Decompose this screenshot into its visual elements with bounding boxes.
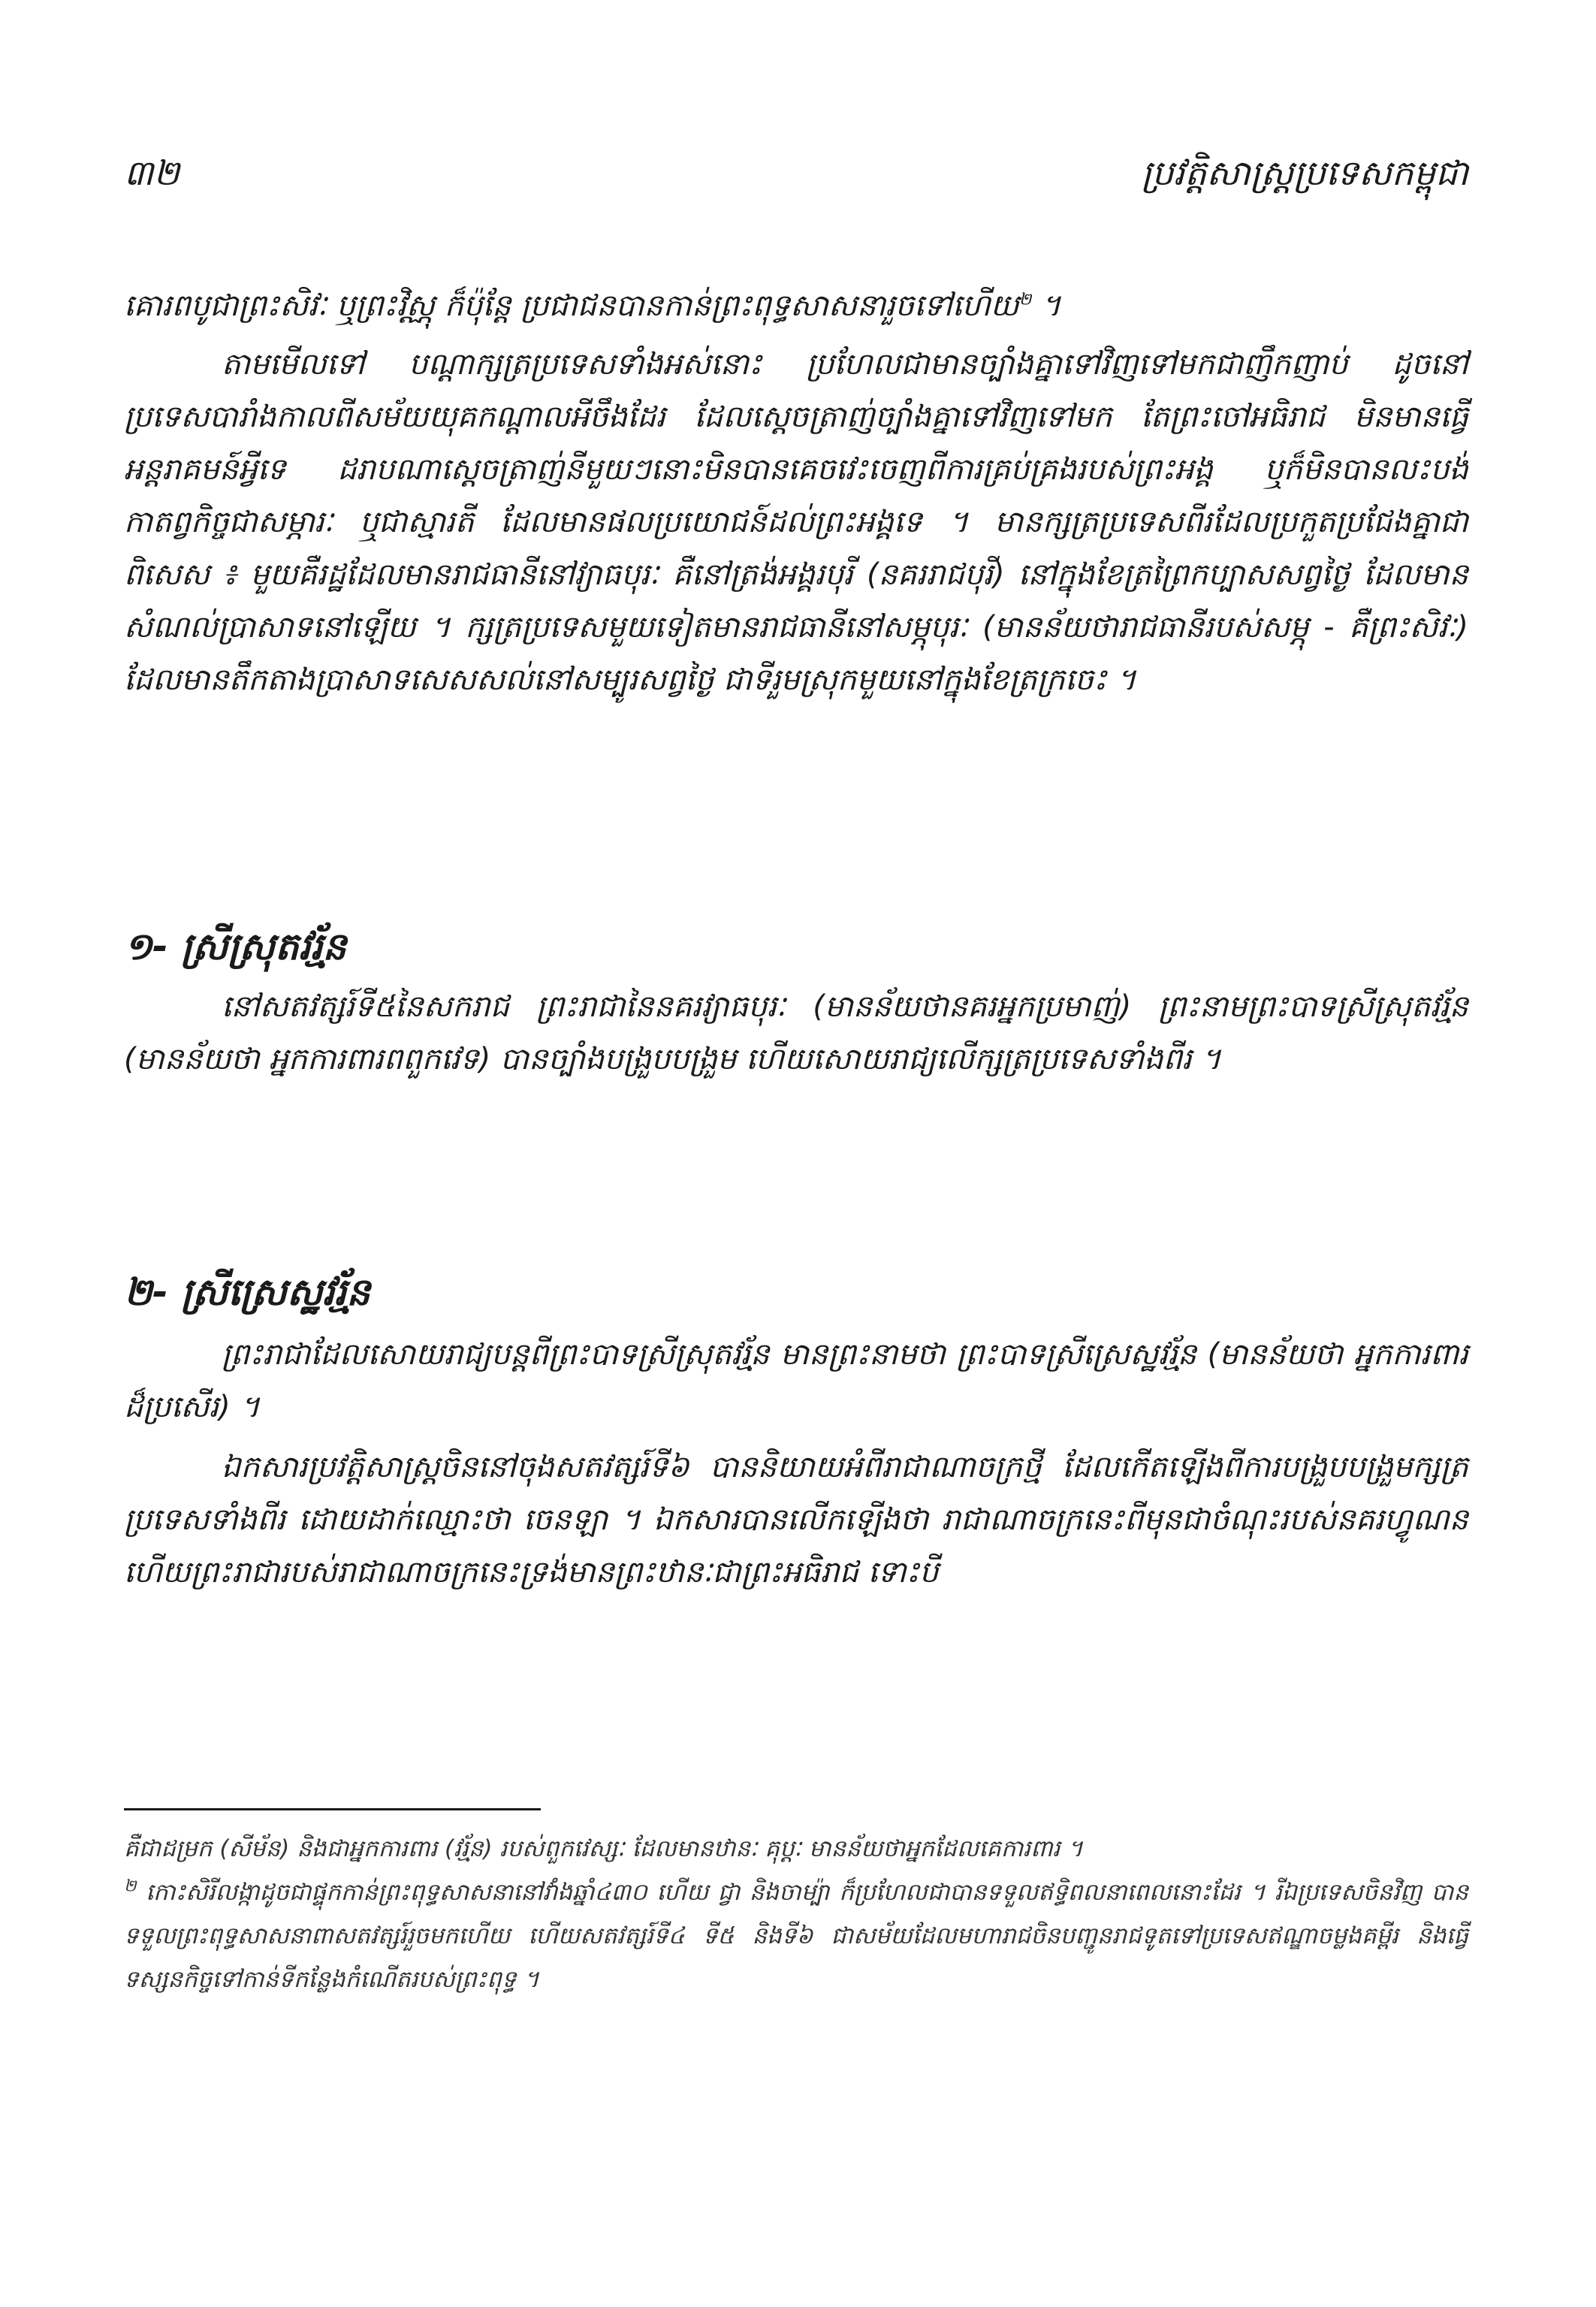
- footnote-divider: [124, 1808, 541, 1810]
- intro-first-line: [124, 279, 1468, 332]
- intro-paragraph: តាមមើលទៅ បណ្តាក្សត្រប្រទេសទាំងអស់នោះ ប្រហែលជាមានច្បាំងគ្នាទៅវិញទៅមកជាញឹកញាប់ ដូចនៅប្រទេសបារាំងកាលពីសម័យយុគកណ្តាលអីចឹងដែរ ដែលស្តេចត្រាញ់ច្បាំងគ្នាទៅវិញទៅមក តែព្រះចៅអធិរាជ មិនមានធ្វើអន្តរាគមន៍អ្វីទេ ដរាបណាស្តេចត្រាញ់នីមួយៗនោះមិនបានគេចវេះចេញពីការគ្រប់គ្រងរបស់ព្រះអង្គ ឬក៏មិនបានលះបង់កាតព្វកិច្ចជាសម្ភារៈ ឬជាស្មារតី ដែលមានផលប្រយោជន៍ដល់ព្រះអង្គទេ ។ មានក្សត្រប្រទេសពីរដែលប្រកួតប្រជែងគ្នាជាពិសេស ៖ មួយគឺរដ្ឋដែលមានរាជធានីនៅវ្យាធបុរៈ គឺនៅត្រង់អង្គរបុរី (នគររាជបុរី) នៅក្នុងខែត្រព្រៃកប្បាសសព្វថ្ងៃ ដែលមានសំណល់ប្រាសាទនៅឡើយ ។ ក្សត្រប្រទេសមួយទៀតមានរាជធានីនៅសម្ភុបុរៈ (មានន័យថារាជធានីរបស់សម្ភុ - គឺព្រះសិវៈ) ដែលមានតឹកតាងប្រាសាទសេសសល់នៅសម្បូរសព្វថ្ងៃ ជាទីរួមស្រុកមួយនៅក្នុងខែត្រក្រចេះ ។: [124, 347, 1468, 697]
- section-2-paragraph: ព្រះរាជាដែលសោយរាជ្យបន្តពីព្រះបាទស្រីស្រុតវរ្ម័ន មានព្រះនាមថា ព្រះបាទស្រីស្រេស្ឋវរ្ម័ន (មានន័យថា អ្នកការពារដ៏ប្រសើរ) ។: [124, 1337, 1468, 1424]
- footnote-2: [124, 1871, 1468, 2001]
- footnote-1-text: គឺជាដម្រក (សីម័ន) និងជាអ្នកការពារ (វរ្ម័ន) របស់ពួកវេស្សៈ ដែលមានឋានៈ គុប្តៈ មានន័យថាអ្នកដែលគេការពារ ។: [124, 1835, 1083, 1862]
- section-1-paragraph: នៅសតវត្សរ៍ទី៥នៃសករាជ ព្រះរាជានៃនគរវ្យាធបុរៈ (មានន័យថានគរអ្នកប្រមាញ់) ព្រះនាមព្រះបាទស្រីស្រុតវរ្ម័ន (មានន័យថា អ្នកការពារពពួកវេទ) បានច្បាំងបង្រួបបង្រួម ហើយសោយរាជ្យលើក្សត្រប្រទេសទាំងពីរ ។: [124, 989, 1468, 1076]
- section-2-paragraph-2: ឯកសារប្រវត្តិសាស្ត្រចិននៅចុងសតវត្សរ៍ទី៦ បាននិយាយអំពីរាជាណាចក្រថ្មី ដែលកើតឡើងពីការបង្រួបបង្រួមក្សត្រប្រទេសទាំងពីរ ដោយដាក់ឈ្មោះថា ចេនឡា ។ ឯកសារបានលើកឡើងថា រាជាណាចក្រនេះពីមុនជាចំណុះរបស់នគរហ្វូណន ហើយព្រះរាជារបស់រាជាណាចក្រនេះទ្រង់មានព្រះឋានៈជាព្រះអធិរាជ ទោះបី: [124, 1450, 1468, 1590]
- footnotes: [124, 1827, 1468, 2001]
- intro-line-end: ។: [1031, 288, 1061, 323]
- footnote-2-text: កោះសិរីលង្កាដូចជាផ្ទុកកាន់ព្រះពុទ្ធសាសនានៅវាំងឆ្នាំ៤៣០ ហើយ ជ្វា និងចាម្ប៉ា ក៏ប្រហែលជាបានទទួលឥទ្ធិពលនាពេលនោះដែរ ។ រីឯប្រទេសចិនវិញ បានទទួលព្រះពុទ្ធសាសនាពាសតវត្សរ៍រួចមកហើយ ហើយសតវត្សរ៍ទី៤ ទី៥ និងទី៦ ជាសម័យដែលមហារាជចិនបញ្ជូនរាជទូតទៅប្រទេសឥណ្ឌាចម្លងគម្ពីរ និងធ្វើទស្សនកិច្ចទៅកាន់ទីកន្លែងកំណើតរបស់ព្រះពុទ្ធ ។: [124, 1879, 1468, 1993]
- section-heading-2: ២- ស្រីស្រេស្ឋវរ្ម័ន: [124, 1270, 370, 1314]
- footnote-2-marker: ២: [124, 1877, 137, 1896]
- footnote-1: [124, 1827, 1468, 1871]
- footnote-ref-2: ២: [1018, 290, 1032, 310]
- section-heading-1: ១- ស្រីស្រុតវរ្ម័ន: [124, 925, 347, 968]
- running-header-title: ប្រវត្តិសាស្ត្រប្រទេសកម្ពុជា: [1141, 152, 1468, 193]
- page-number: ៣២: [124, 152, 180, 193]
- intro-line-text: គោរពបូជាព្រះសិវៈ ឬព្រះវិស្ណុ ក៏ប៉ុន្តែ ប្រជាជនបានកាន់ព្រះពុទ្ធសាសនារួចទៅហើយ: [124, 288, 1019, 323]
